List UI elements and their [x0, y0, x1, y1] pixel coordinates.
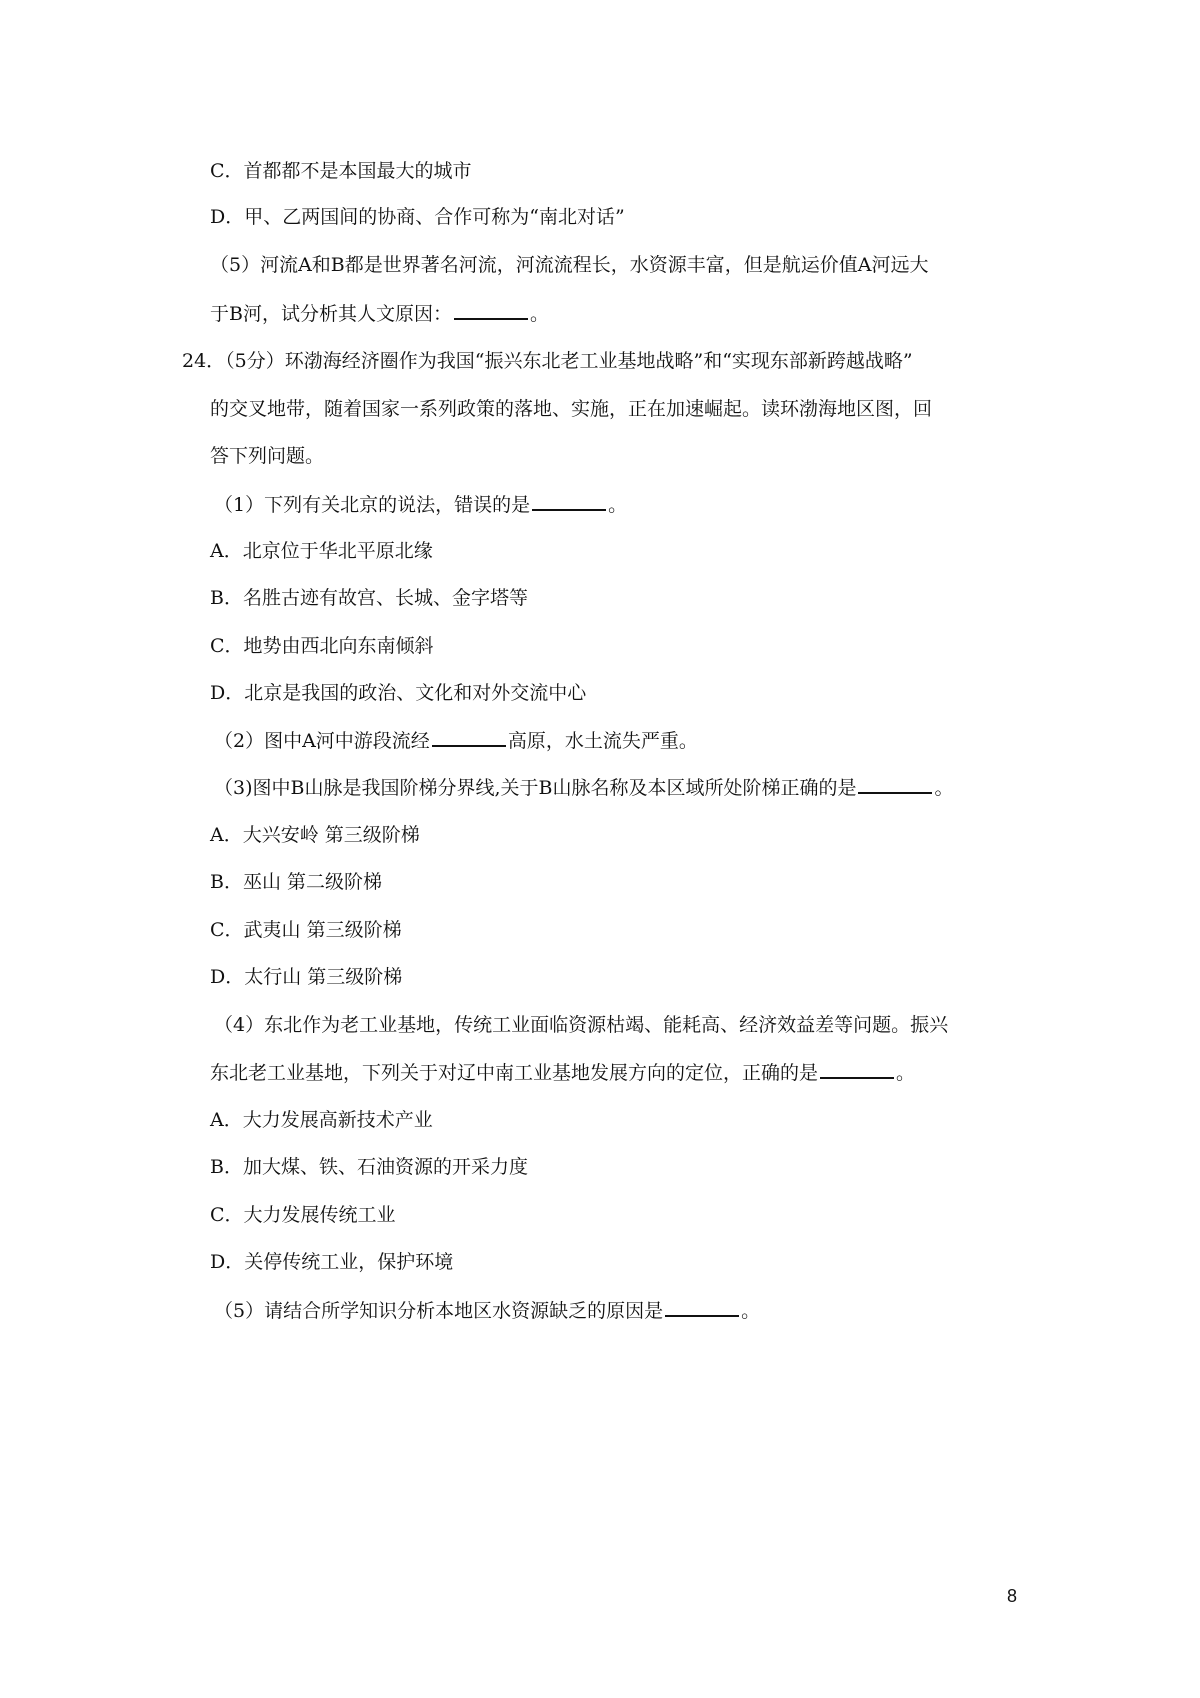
question-24-intro-line-1: 24．（5分）环渤海经济圈作为我国“振兴东北老工业基地战略”和“实现东部新跨越战略” — [182, 350, 913, 372]
option-c-wuyi: C．武夷山 第三级阶梯 — [210, 919, 402, 941]
question-5-rivers-line-2: 于B河，试分析其人文原因： 。 — [210, 300, 549, 327]
option-d-north-south-dialogue: D．甲、乙两国间的协商、合作可称为“南北对话” — [210, 206, 625, 228]
option-a-beijing-location: A．北京位于华北平原北缘 — [210, 540, 433, 562]
question-24-4-northeast-line-2: 东北老工业基地，下列关于对辽中南工业基地发展方向的定位，正确的是 。 — [210, 1059, 915, 1086]
option-b-wushan: B．巫山 第二级阶梯 — [210, 871, 383, 893]
question-24-1-beijing: （1）下列有关北京的说法，错误的是 。 — [214, 491, 627, 518]
option-d-close-industry: D．关停传统工业，保护环境 — [210, 1251, 454, 1273]
option-b-mining: B．加大煤、铁、石油资源的开采力度 — [210, 1156, 528, 1178]
option-a-greater-khingan: A．大兴安岭 第三级阶梯 — [210, 824, 420, 846]
answer-blank — [858, 774, 932, 794]
option-c-capital-cities: C．首都都不是本国最大的城市 — [210, 160, 472, 182]
answer-blank — [454, 300, 528, 320]
answer-blank — [820, 1059, 894, 1079]
option-d-taihang: D．太行山 第三级阶梯 — [210, 966, 403, 988]
question-24-4-northeast-line-1: （4）东北作为老工业基地，传统工业面临资源枯竭、能耗高、经济效益差等问题。振兴 — [214, 1014, 949, 1036]
question-24-3-mountain-steps: （3)图中B山脉是我国阶梯分界线,关于B山脉名称及本区域所处阶梯正确的是 。 — [214, 774, 953, 801]
option-c-traditional-industry: C．大力发展传统工业 — [210, 1204, 396, 1226]
answer-blank — [665, 1297, 739, 1317]
question-5-rivers-line-1: （5）河流A和B都是世界著名河流，河流流程长，水资源丰富，但是航运价值A河远大 — [210, 254, 929, 276]
option-a-high-tech: A．大力发展高新技术产业 — [210, 1109, 433, 1131]
answer-blank — [432, 727, 506, 747]
option-c-terrain: C．地势由西北向东南倾斜 — [210, 635, 434, 657]
option-b-historic-sites: B．名胜古迹有故宫、长城、金字塔等 — [210, 587, 528, 609]
question-24-intro-line-2: 的交叉地带，随着国家一系列政策的落地、实施，正在加速崛起。读环渤海地区图，回 — [210, 398, 933, 420]
question-24-intro-line-3: 答下列问题。 — [210, 445, 325, 467]
question-24-2-river-plateau: （2）图中A河中游段流经 高原，水土流失严重。 — [214, 727, 698, 754]
answer-blank — [532, 491, 606, 511]
option-d-political-center: D．北京是我国的政治、文化和对外交流中心 — [210, 682, 587, 704]
question-24-5-water-shortage: （5）请结合所学知识分析本地区水资源缺乏的原因是 。 — [214, 1297, 760, 1324]
page-number: 8 — [1007, 1586, 1018, 1606]
